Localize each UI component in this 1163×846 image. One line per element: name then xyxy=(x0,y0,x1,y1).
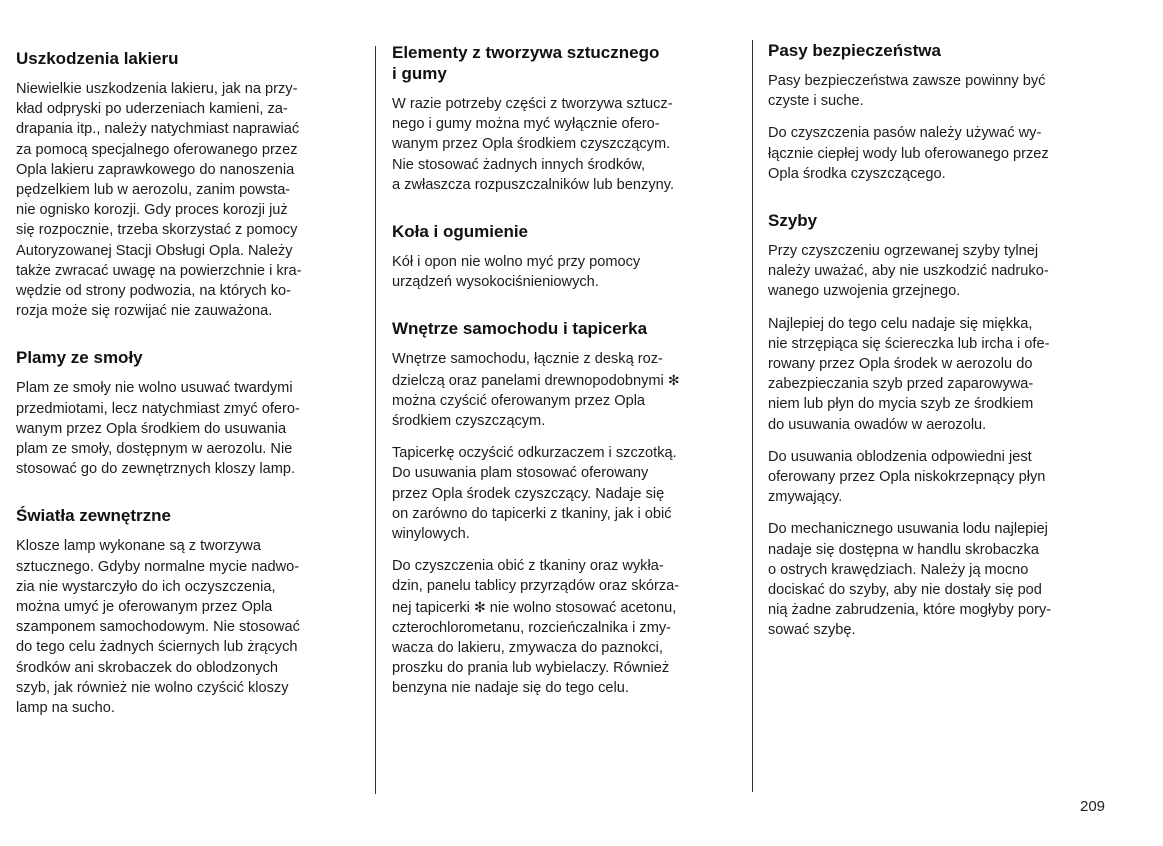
heading-tar-stains: Plamy ze smoły xyxy=(16,348,143,368)
paragraph: Do czyszczenia pasów należy używać wy- łącznie ciepłej wody lub oferowanego przez Opla środka czyszczącego. xyxy=(768,125,1049,182)
section-windows xyxy=(768,210,1108,641)
heading-wheels-tyres: Koła i ogumienie xyxy=(392,222,529,242)
asterisk-symbol-icon: ✻ xyxy=(667,371,680,388)
heading-exterior-lights: Światła zewnętrzne xyxy=(16,506,171,526)
paragraph xyxy=(392,556,732,698)
paragraph: Niewielkie uszkodzenia lakieru, jak na przy- kład odpryski po uderzeniach kamieni, za- drapania itp., należy natychmiast naprawiać za pomocą specjalnego oferowanego przez Opla lakieru zaprawkowego do nanoszenia pędzelkiem lub w aerozolu, zanim powsta- nie ognisko korozji. Gdy proces korozji już się rozpocznie, trzeba skorzystać z pomocy Autoryzowanej Stacji Obsługi Opla. Należy także zwracać uwagę na powierzchnie i kra- wędzie od strony podwozia, na których ko- rozja może się rozwijać nie zauważona. xyxy=(16,81,302,320)
heading-seat-belts: Pasy bezpieczeństwa xyxy=(768,41,941,60)
heading-windows: Szyby xyxy=(768,211,818,231)
column-divider-1 xyxy=(375,46,376,794)
section-plastic-rubber xyxy=(392,42,732,195)
heading-paint-damage: Uszkodzenia lakieru xyxy=(16,49,179,68)
paragraph: Do mechanicznego usuwania lodu najlepiej nadaje się dostępna w handlu skrobaczka o ostrych krawędziach. Należy ją mocno dociskać do szyby, aby nie dostały się pod nią żadne zabrudzenia, które mogłyby pory- sować szybę. xyxy=(768,521,1052,639)
column-left xyxy=(16,48,356,744)
paragraph: Klosze lamp wykonane są z tworzywa sztucznego. Gdyby normalne mycie nadwo- zia nie wystarczyło do ich oczyszczenia, można umyć je oferowanym przez Opla szamponem samochodowym. Nie stosować do tego celu żadnych ściernych lub żrących środków ani skrobaczek do oblodzonych szyb, jak również nie wolno czyścić kloszy lamp na sucho. xyxy=(16,538,300,717)
text-run: można czyścić oferowanym przez Opla środkiem czyszczącym. xyxy=(392,392,646,430)
paragraph: Kół i opon nie wolno myć przy pomocy urządzeń wysokociśnieniowych. xyxy=(392,254,641,291)
asterisk-symbol-icon: ✻ xyxy=(473,598,486,615)
text-run: nie wolno stosować acetonu, czterochlorometanu, rozcieńczalnika i zmy- wacza do lakieru, zmywacza do paznokci, proszku do prania lub wybielaczy. Również benzyna nie nadaje się do tego celu. xyxy=(392,599,677,697)
section-seat-belts xyxy=(768,40,1108,184)
paragraph: Do usuwania oblodzenia odpowiedni jest oferowany przez Opla niskokrzepnący płyn zmywający. xyxy=(768,448,1046,506)
section-wheels-tyres xyxy=(392,221,732,292)
page-number: 209 xyxy=(1080,798,1106,815)
paragraph: Najlepiej do tego celu nadaje się miękka, nie strzępiąca się ściereczka lub ircha i ofe- rowany przez Opla środek w aerozolu do zabezpieczania szyb przed zaparowywa- niem lub płyn do mycia szyb ze środkiem do usuwania owadów w aerozolu. xyxy=(768,315,1050,433)
column-middle xyxy=(392,42,732,725)
paragraph: W razie potrzeby części z tworzywa sztucz- nego i gumy można myć wyłącznie ofero- wanym przez Opla środkiem czyszczącym. Nie stosować żadnych innych środków, a zwłaszcza rozpuszczalników lub benzyny. xyxy=(392,96,674,193)
paragraph: Pasy bezpieczeństwa zawsze powinny być czyste i suche. xyxy=(768,73,1046,110)
section-paint-damage xyxy=(16,48,356,321)
heading-interior-upholstery: Wnętrze samochodu i tapicerka xyxy=(392,319,648,339)
section-exterior-lights xyxy=(16,505,356,718)
column-right xyxy=(768,40,1108,667)
section-interior-upholstery xyxy=(392,318,732,698)
text-run: Wnętrze samochodu, łącznie z deską roz- dzielczą oraz panelami drewnopodobnymi xyxy=(392,351,664,389)
column-divider-2 xyxy=(752,40,753,792)
heading-plastic-rubber: Elementy z tworzywa sztucznego i gumy xyxy=(392,43,660,83)
paragraph xyxy=(392,349,732,431)
text-run: Do czyszczenia obić z tkaniny oraz wykła- dzin, panelu tablicy przyrządów oraz skórza- nej tapicerki xyxy=(392,558,680,616)
paragraph: Plam ze smoły nie wolno usuwać twardymi przedmiotami, lecz natychmiast zmyć ofero- wanym przez Opla środkiem do usuwania plam ze smoły, dostępnym w aerozolu. Nie stosować go do zewnętrznych kloszy lamp. xyxy=(16,380,300,478)
paragraph: Tapicerkę oczyścić odkurzaczem i szczotką. Do usuwania plam stosować oferowany przez Opla środek czyszczący. Nadaje się on zarówno do tapicerki z tkaniny, jak i obić winylowych. xyxy=(392,445,677,543)
paragraph: Przy czyszczeniu ogrzewanej szyby tylnej należy uważać, aby nie uszkodzić nadruko- wanego uzwojenia grzejnego. xyxy=(768,243,1049,300)
section-tar-stains xyxy=(16,347,356,479)
